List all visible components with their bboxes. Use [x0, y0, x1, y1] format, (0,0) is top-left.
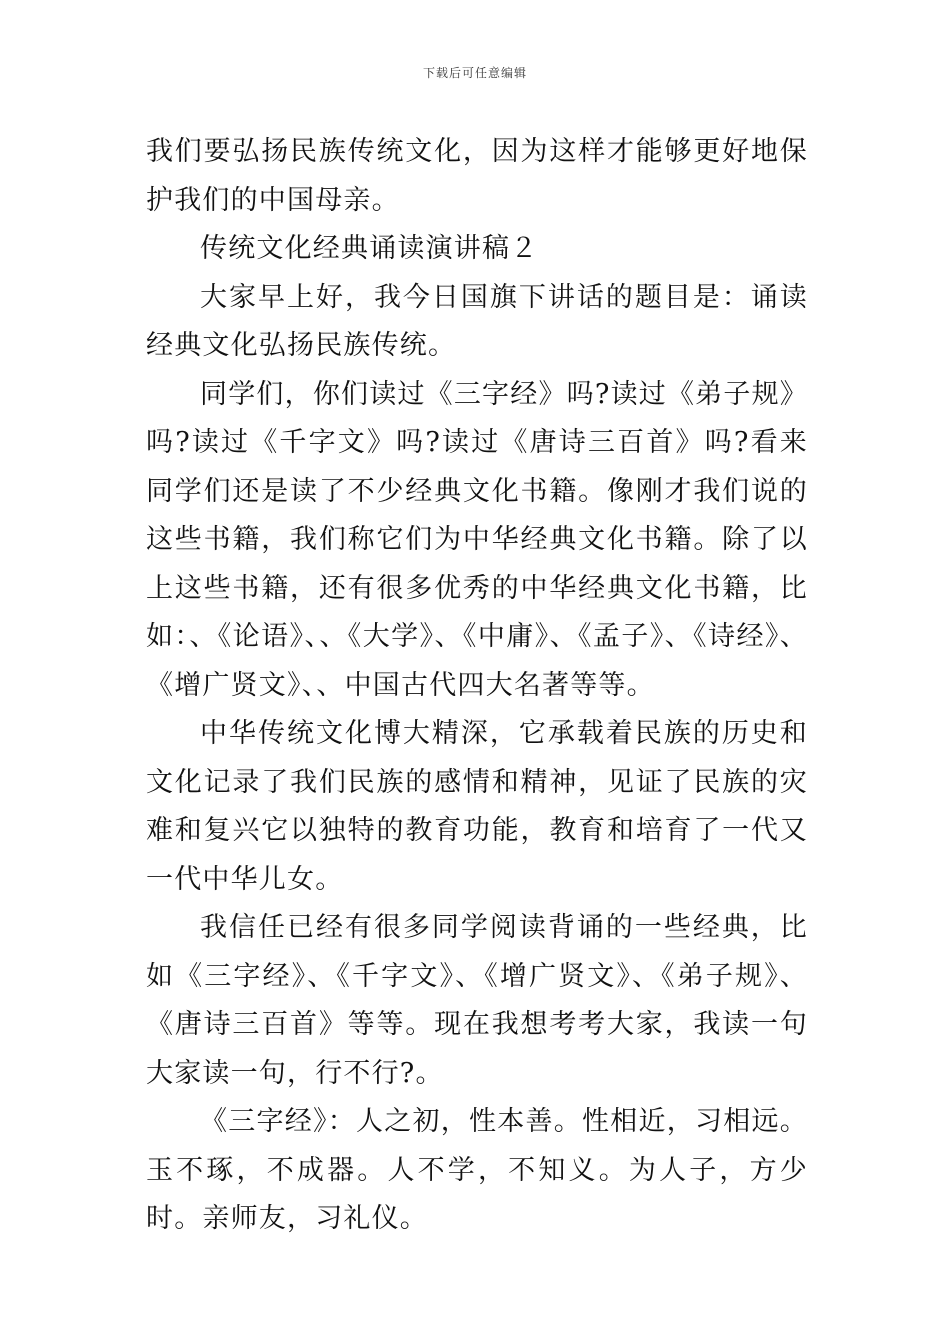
section-heading: 传统文化经典诵读演讲稿２	[200, 233, 539, 264]
paragraph: 中华传统文化博大精深，它承载着民族的历史和文化记录了我们民族的感情和精神，见证了民族的灾难和复兴它以独特的教育功能，教育和培育了一代又一代中华儿女。	[146, 718, 808, 895]
paragraph: 同学们，你们读过《三字经》吗?读过《弟子规》吗?读过《千字文》吗?读过《唐诗三百首》吗?看来同学们还是读了不少经典文化书籍。像刚才我们说的这些书籍，我们称它们为中华经典文化书籍。除了以上这些书籍，还有很多优秀的中华经典文化书籍，比如：、《论语》、、《大学》、《中庸》、《孟子》、《诗经》、《增广贤文》、、中国古代四大名著等等。	[146, 378, 808, 701]
paragraph: 我信任已经有很多同学阅读背诵的一些经典，比如《三字经》、《千字文》、《增广贤文》、《弟子规》、《唐诗三百首》等等。现在我想考考大家，我读一句大家读一句，行不行?。	[146, 912, 808, 1089]
paragraph: 我们要弘扬民族传统文化，因为这样才能够更好地保护我们的中国母亲。	[146, 136, 808, 216]
header-note: 下载后可任意编辑	[422, 66, 527, 80]
document-body	[146, 128, 808, 1244]
paragraph: 大家早上好，我今日国旗下讲话的题目是：诵读经典文化弘扬民族传统。	[146, 281, 808, 361]
paragraph: 《三字经》：人之初，性本善。性相近，习相远。玉不琢，不成器。人不学，不知义。为人子，方少时。亲师友，习礼仪。	[146, 1106, 808, 1234]
